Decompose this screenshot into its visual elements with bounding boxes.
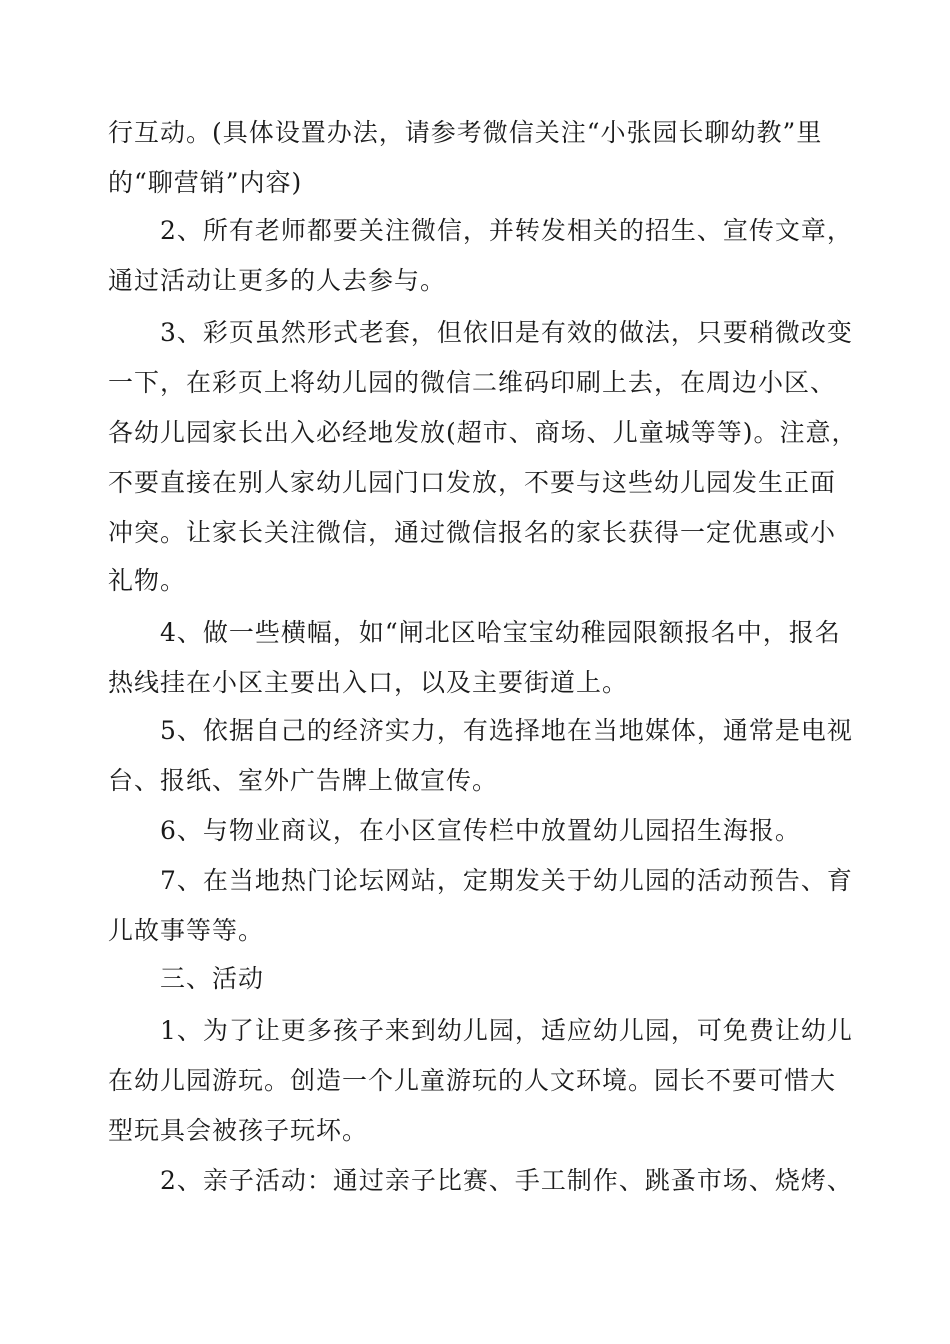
- text-line: 的“聊营销”内容): [108, 168, 303, 197]
- text-line: 2、所有老师都要关注微信，并转发相关的招生、宣传文章，: [160, 216, 853, 245]
- text-line: 型玩具会被孩子玩坏。: [108, 1116, 369, 1145]
- text-line: 4、做一些横幅，如“闸北区哈宝宝幼稚园限额报名中，报名: [160, 618, 841, 647]
- text-line: 7、在当地热门论坛网站，定期发关于幼儿园的活动预告、育: [160, 866, 853, 895]
- text-line: 不要直接在别人家幼儿园门口发放，不要与这些幼儿园发生正面: [108, 468, 837, 497]
- text-line: 各幼儿园家长出入必经地发放(超市、商场、儿童城等等)。注意，: [108, 418, 858, 447]
- text-line: 儿故事等等。: [108, 916, 265, 945]
- text-line: 一下，在彩页上将幼儿园的微信二维码印刷上去，在周边小区、: [108, 368, 837, 397]
- text-line: 行互动。(具体设置办法，请参考微信关注“小张园长聊幼教”里: [108, 118, 823, 147]
- text-line: 热线挂在小区主要出入口，以及主要街道上。: [108, 668, 629, 697]
- text-line: 在幼儿园游玩。创造一个儿童游玩的人文环境。园长不要可惜大: [108, 1066, 837, 1095]
- text-line: 通过活动让更多的人去参与。: [108, 266, 447, 295]
- text-line: 冲突。让家长关注微信，通过微信报名的家长获得一定优惠或小: [108, 518, 837, 547]
- text-line: 台、报纸、室外广告牌上做宣传。: [108, 766, 499, 795]
- text-line: 5、依据自己的经济实力，有选择地在当地媒体，通常是电视: [160, 716, 853, 745]
- text-line: 3、彩页虽然形式老套，但依旧是有效的做法，只要稍微改变: [160, 318, 853, 347]
- text-line: 2、亲子活动：通过亲子比赛、手工制作、跳蚤市场、烧烤、: [160, 1166, 853, 1195]
- text-line: 6、与物业商议，在小区宣传栏中放置幼儿园招生海报。: [160, 816, 801, 845]
- section-heading: 三、活动: [160, 964, 265, 993]
- text-line: 礼物。: [108, 566, 187, 595]
- text-line: 1、为了让更多孩子来到幼儿园，适应幼儿园，可免费让幼儿: [160, 1016, 853, 1045]
